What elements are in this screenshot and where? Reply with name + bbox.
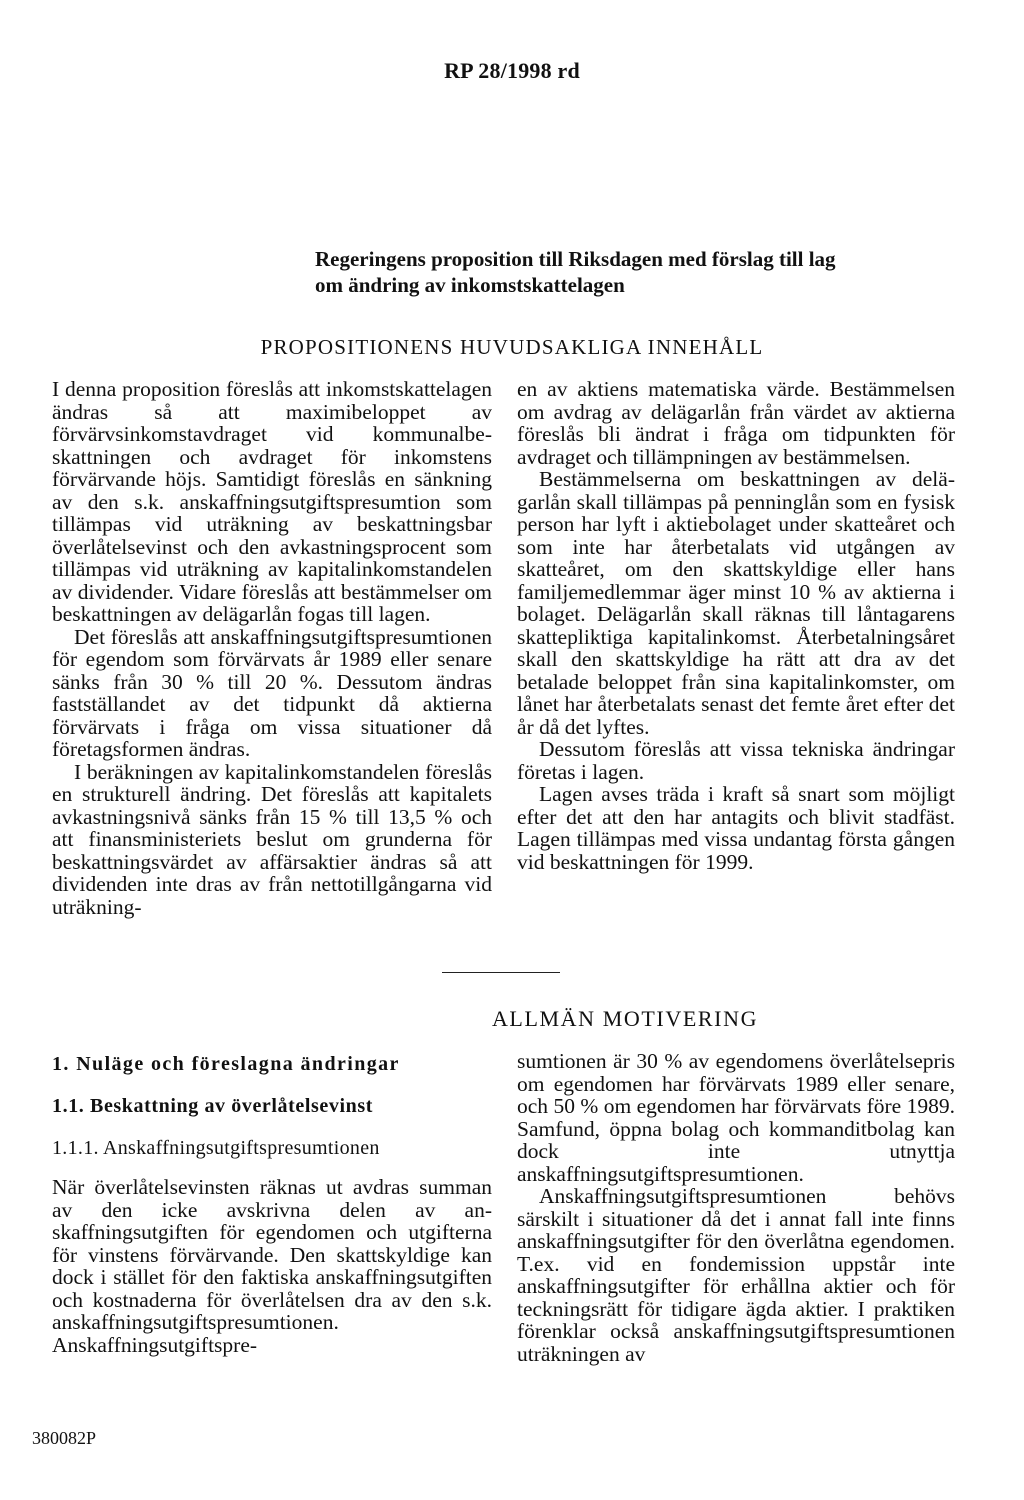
summary-paragraph: en av aktiens matematiska värde. Bestämmelsen om avdrag av delägarlån från värdet av aktierna föreslås bli ändrat i fråga om tidpunkten för avdraget och tillämpningen av bestämmelsen. [517, 377, 955, 469]
summary-paragraph: Dessutom föreslås att vissa tekniska ändringar företas i lagen. [517, 737, 955, 784]
summary-heading: PROPOSITIONENS HUVUDSAKLIGA INNEHÅLL [260, 335, 764, 359]
summary-right-column [517, 378, 955, 873]
title-line-2: om ändring av inkomstskattelagen [315, 273, 625, 297]
general-left-column [52, 1050, 492, 1356]
general-heading: ALLMÄN MOTIVERING [491, 1006, 759, 1031]
body-paragraph: När överlåtelsevinsten räknas ut avdras summan av den icke avskrivna delen av anskaffningsutgiften för egendomen och utgifterna för vinstens förvärvande. Den skattskyldige kan dock i stället för den faktiska anskaffningsutgiften och kostnaderna för överlåtelsen dra av den s.k. anskaffningsutgiftspresumtionen. Anskaffningsutgiftspre- [52, 1175, 492, 1357]
summary-paragraph: I beräkningen av kapitalinkomstandelen föreslås en strukturell ändring. Det föreslås att kapitalets avkastningsnivå sänks från 15 % till 13,5 % och att finansministeriets beslut om grunderna för beskattningsvärdet av affärsaktier ändras så att dividenden inte dras av från nettotillgångarna vid uträkning- [52, 759, 492, 919]
section-divider [442, 972, 560, 973]
body-paragraph: Anskaffningsutgiftspresumtionen behövs särskilt i situationer då det i annat fall inte finns anskaffningsutgifter för den överlåtna egendomen. T.ex. vid en fondemission uppstår inte anskaffningsutgifter för erhållna aktier och för teckningsrätt för tidigare ägda aktier. I praktiken förenklar också anskaffningsutgiftspresumtionen uträkningen av [517, 1184, 955, 1366]
section-heading-1: 1. Nuläge och föreslagna ändringar [52, 1053, 400, 1075]
document-title [315, 246, 975, 298]
running-head: RP 28/1998 rd [444, 58, 580, 83]
summary-left-column [52, 378, 492, 918]
section-heading-1-1: 1.1. Beskattning av överlåtelsevinst [52, 1095, 374, 1117]
title-line-1: Regeringens proposition till Riksdagen med förslag till lag [315, 247, 836, 271]
summary-paragraph: Det föreslås att anskaffningsutgiftspresumtionen för egendom som förvärvats år 1989 eller senare sänks från 30 % till 20 %. Dessutom ändras fastställandet av det tidpunkt då aktierna förvärvats i fråga om vissa situationer då företagsformen ändras. [52, 624, 492, 761]
body-paragraph: sumtionen är 30 % av egendomens överlåtelsepris om egendomen har förvärvats 1989 eller senare, och 50 % om egendomen har förvärvats före 1989. Samfund, öppna bolag och kommanditbolag kan dock inte utnyttja anskaffningsutgiftspresumtionen. [517, 1049, 955, 1186]
summary-paragraph: I denna proposition föreslås att inkomstskattelagen ändras så att maximibeloppet av förvärvsinkomstavdraget vid kommunalbeskattningen och avdraget för inkomstens förvärvande höjs. Samtidigt föreslås en sänkning av den s.k. anskaffningsutgiftspresumtion som tillämpas vid uträkning av beskattningsbar överlåtelsevinst och den avkastningsprocent som tillämpas vid uträkning av kapitalinkomstandelen av dividender. Vidare föreslås att bestämmelser om beskattningen av delägarlån fogas till lagen. [52, 377, 492, 626]
footer-code: 380082P [32, 1428, 97, 1448]
summary-paragraph: Bestämmelserna om beskattningen av delägarlån skall tillämpas på penninglån som en fysisk person har lyft i aktiebolaget under skatteåret och som inte har återbetalats vid utgången av skatteåret, om den skattskyldige eller hans familjemedlemmar äger minst 10 % av aktierna i bolaget. Delägarlån skall räknas till låntagarens skattepliktiga kapitalinkomst. Återbetalningsåret skall den skattskyldige ha rätt att dra av det betalade beloppet från sina kapitalinkomster, om lånet har återbetalats senast det femte året efter det år då det lyftes. [517, 467, 955, 739]
general-right-column [517, 1050, 955, 1365]
summary-paragraph: Lagen avses träda i kraft så snart som möjligt efter det att den har antagits och blivit stadfäst. Lagen tillämpas med vissa undantag första gången vid beskattningen för 1999. [517, 782, 955, 874]
section-heading-1-1-1: 1.1.1. Anskaffningsutgiftspresumtionen [52, 1137, 380, 1159]
